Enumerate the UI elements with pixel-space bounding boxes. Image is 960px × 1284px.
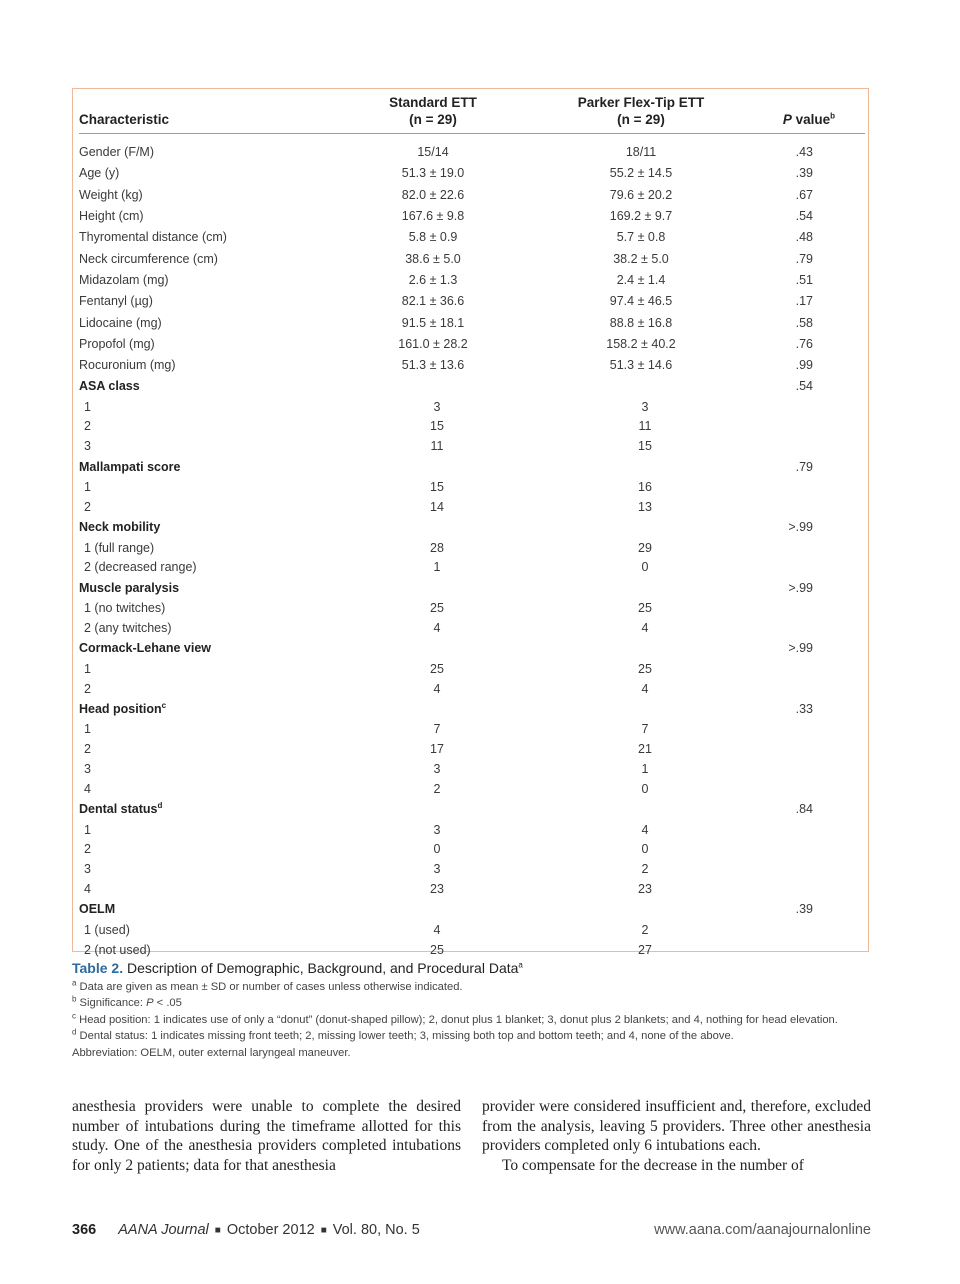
cell-p-value: [763, 779, 865, 799]
cell-p-value: [763, 879, 865, 899]
data-table: [79, 93, 865, 960]
cell-parker-ett: [519, 638, 763, 659]
cell-parker-ett: [519, 577, 763, 598]
body-paragraph-right-1: provider were considered insufficient and, therefore, excluded from the analysis, leaving 5 providers. Three other anesthesia providers completed only 6 intubations each.: [482, 1098, 871, 1155]
cell-p-value: [763, 759, 865, 779]
cell-characteristic: Rocuronium (mg): [79, 358, 176, 373]
cell-standard-ett: 4: [433, 621, 441, 636]
cell-p-value: .79: [795, 459, 813, 474]
cell-standard-ett: 25: [430, 661, 444, 676]
cell-characteristic: 2 (decreased range): [84, 560, 197, 575]
cell-standard-ett: [347, 517, 519, 538]
cell-characteristic: Thyromental distance (cm): [79, 230, 227, 245]
cell-p-value: .76: [795, 336, 813, 351]
table-row: [79, 618, 865, 638]
cell-parker-ett: 29: [638, 540, 652, 555]
cell-characteristic: Dental status$^d$: [79, 801, 163, 817]
cell-p-value: .39: [795, 902, 813, 917]
table-row: [79, 940, 865, 960]
cell-characteristic: Propofol (mg): [79, 336, 155, 351]
table-title: Description of Demographic, Background, and Procedural Data: [126, 960, 519, 976]
body-column-right: [482, 1097, 871, 1176]
cell-p-value: .48: [795, 230, 813, 245]
cell-parker-ett: 158.2 ± 40.2: [606, 336, 676, 351]
cell-parker-ett: [519, 899, 763, 920]
cell-p-value: .54: [795, 209, 813, 224]
table-row: [79, 477, 865, 497]
cell-p-value: [763, 558, 865, 578]
cell-parker-ett: 11: [638, 419, 652, 434]
cell-standard-ett: 1: [433, 560, 441, 575]
cell-standard-ett: 3: [433, 822, 441, 837]
separator-square-icon: ■: [214, 1225, 221, 1236]
cell-characteristic: Gender (F/M): [79, 145, 155, 160]
cell-p-value: [763, 920, 865, 940]
cell-p-value: [763, 840, 865, 860]
cell-standard-ett: 5.8 ± 0.9: [408, 230, 458, 245]
cell-p-value: [763, 538, 865, 558]
table-row: [79, 397, 865, 417]
table-row: [79, 227, 865, 248]
cell-p-value: [763, 397, 865, 417]
table-group-row: [79, 699, 865, 720]
table-row: [79, 333, 865, 354]
cell-characteristic: 4: [84, 882, 91, 896]
cell-parker-ett: 1: [641, 762, 649, 777]
table-group-row: [79, 456, 865, 477]
cell-standard-ett: 91.5 ± 18.1: [401, 315, 465, 330]
cell-standard-ett: 0: [433, 842, 441, 857]
cell-characteristic: 2 (any twitches): [84, 621, 172, 636]
cell-characteristic: Head position$^c$: [79, 700, 167, 717]
cell-p-value: .33: [795, 702, 813, 717]
cell-parker-ett: 27: [638, 942, 652, 957]
body-column-left: [72, 1097, 461, 1176]
cell-characteristic: 1 (used): [84, 922, 130, 937]
cell-p-value: .39: [795, 166, 813, 181]
journal-url[interactable]: www.aana.com/aanajournalonline: [654, 1222, 871, 1238]
table-row: [79, 659, 865, 679]
cell-characteristic: 1: [84, 399, 91, 414]
cell-p-value: .79: [795, 251, 813, 266]
cell-characteristic: 1: [84, 480, 91, 495]
header-parker-ett: Parker Flex-Tip ETT (n = 29): [519, 93, 763, 133]
table-row: [79, 840, 865, 860]
table-row: [79, 184, 865, 205]
cell-parker-ett: 21: [638, 742, 652, 757]
cell-p-value: >.99: [788, 520, 813, 535]
cell-p-value: .17: [795, 294, 813, 309]
cell-p-value: [763, 940, 865, 960]
cell-parker-ett: 0: [641, 560, 649, 575]
cell-parker-ett: 88.8 ± 16.8: [609, 315, 673, 330]
cell-parker-ett: [519, 799, 763, 820]
cell-p-value: [763, 417, 865, 437]
table-title-sup: a: [518, 960, 523, 970]
cell-standard-ett: 4: [433, 922, 441, 937]
cell-parker-ett: 15: [638, 439, 652, 454]
cell-standard-ett: 15/14: [417, 145, 449, 160]
cell-standard-ett: 23: [430, 882, 444, 896]
table-group-row: [79, 577, 865, 598]
table-row: [79, 291, 865, 312]
journal-name: AANA Journal: [118, 1222, 209, 1238]
cell-characteristic: Lidocaine (mg): [79, 315, 162, 330]
body-paragraph-left: anesthesia providers were unable to complete the desired number of intubations during the timeframe allotted for this study. One of the anesthesia providers completed intubations for only 2 patients; data for that anesthesia: [72, 1098, 461, 1175]
cell-p-value: .99: [795, 358, 813, 373]
cell-standard-ett: 17: [430, 742, 444, 757]
cell-parker-ett: 38.2 ± 5.0: [613, 251, 669, 266]
cell-standard-ett: [347, 699, 519, 720]
cell-parker-ett: [519, 699, 763, 720]
cell-parker-ett: 16: [638, 480, 652, 495]
cell-characteristic: ASA class: [79, 379, 140, 394]
table-row: [79, 248, 865, 269]
cell-characteristic: 1: [84, 822, 91, 837]
page-footer: [72, 1222, 871, 1242]
cell-parker-ett: 7: [641, 722, 649, 737]
table-row: [79, 598, 865, 618]
cell-standard-ett: 3: [433, 862, 441, 877]
body-paragraph-right-2: To compensate for the decrease in the number of: [502, 1157, 804, 1175]
table-group-row: [79, 638, 865, 659]
cell-standard-ett: 4: [433, 681, 441, 696]
cell-standard-ett: 82.1 ± 36.6: [401, 294, 465, 309]
cell-standard-ett: 11: [430, 439, 444, 454]
cell-p-value: [763, 618, 865, 638]
cell-characteristic: 1: [84, 661, 91, 676]
table-row: [79, 538, 865, 558]
cell-characteristic: Weight (kg): [79, 187, 143, 202]
cell-standard-ett: [347, 577, 519, 598]
cell-characteristic: Cormack-Lehane view: [79, 641, 211, 656]
table-row: [79, 354, 865, 375]
cell-p-value: [763, 679, 865, 699]
cell-standard-ett: 51.3 ± 19.0: [401, 166, 465, 181]
table-footnotes: [72, 979, 877, 1061]
footnote-d: $^d$ Dental status: 1 indicates missing front teeth; 2, missing lower teeth; 3, missing both top and bottom teeth; and 4, none of the above.: [72, 1027, 734, 1043]
cell-characteristic: Age (y): [79, 166, 120, 181]
table-group-row: [79, 899, 865, 920]
cell-standard-ett: 2: [433, 781, 441, 796]
cell-p-value: .84: [795, 802, 813, 817]
cell-standard-ett: 7: [433, 722, 441, 737]
cell-parker-ett: [519, 517, 763, 538]
cell-standard-ett: 25: [430, 942, 444, 957]
cell-p-value: .51: [795, 272, 813, 287]
cell-parker-ett: [519, 456, 763, 477]
cell-characteristic: 3: [84, 439, 91, 454]
cell-standard-ett: 14: [430, 499, 444, 514]
table-group-row: [79, 376, 865, 397]
footnote-a: $^a$ Data are given as mean ± SD or number of cases unless otherwise indicated.: [72, 978, 463, 993]
cell-p-value: [763, 739, 865, 759]
cell-characteristic: OELM: [79, 902, 116, 917]
cell-parker-ett: 0: [641, 842, 649, 857]
table-row: [79, 720, 865, 740]
footnote-c: $^c$ Head position: 1 indicates use of only a “donut” (donut-shaped pillow); 2, donut plus 1 blanket; 3, donut plus 2 blankets; and 4, nothing for head elevation.: [72, 1011, 838, 1026]
header-p-value: P value$^b$: [763, 93, 865, 133]
cell-characteristic: 1: [84, 722, 91, 737]
cell-parker-ett: 13: [638, 499, 652, 514]
cell-characteristic: 1 (full range): [84, 540, 155, 555]
cell-characteristic: Mallampati score: [79, 459, 181, 474]
cell-standard-ett: 161.0 ± 28.2: [398, 336, 468, 351]
header-characteristic: Characteristic: [79, 93, 347, 133]
cell-standard-ett: [347, 899, 519, 920]
cell-standard-ett: 15: [430, 480, 444, 495]
cell-characteristic: Neck mobility: [79, 520, 161, 535]
cell-parker-ett: 4: [641, 621, 649, 636]
table-label: Table 2.: [72, 960, 124, 976]
cell-characteristic: 2: [84, 681, 91, 696]
cell-p-value: >.99: [788, 580, 813, 595]
cell-p-value: [763, 659, 865, 679]
cell-standard-ett: [347, 799, 519, 820]
cell-characteristic: Fentanyl (µg): [79, 294, 153, 309]
cell-characteristic: Midazolam (mg): [79, 272, 169, 287]
cell-p-value: [763, 820, 865, 840]
footnote-abbreviation: Abbreviation: OELM, outer external laryngeal maneuver.: [72, 1046, 351, 1059]
cell-p-value: .67: [795, 187, 813, 202]
cell-standard-ett: 25: [430, 601, 444, 616]
issue-date: October 2012: [226, 1222, 315, 1238]
cell-parker-ett: [519, 376, 763, 397]
table-row: [79, 205, 865, 226]
table-row: [79, 879, 865, 899]
header-standard-ett: Standard ETT (n = 29): [347, 93, 519, 133]
cell-characteristic: 2: [84, 842, 91, 857]
cell-characteristic: 2 (not used): [84, 942, 151, 957]
cell-parker-ett: 51.3 ± 14.6: [609, 358, 673, 373]
table-caption: [72, 960, 877, 976]
cell-standard-ett: 28: [430, 540, 444, 555]
cell-characteristic: 2: [84, 419, 91, 434]
table-row: [79, 417, 865, 437]
table-row: [79, 739, 865, 759]
table-row: [79, 759, 865, 779]
volume-number: Vol. 80, No. 5: [332, 1222, 420, 1238]
cell-parker-ett: 2: [641, 862, 649, 877]
cell-p-value: [763, 497, 865, 517]
cell-p-value: [763, 598, 865, 618]
cell-parker-ett: 97.4 ± 46.5: [609, 294, 673, 309]
cell-standard-ett: 3: [433, 399, 441, 414]
table-row: [79, 779, 865, 799]
table-row: [79, 269, 865, 290]
cell-standard-ett: 167.6 ± 9.8: [401, 209, 465, 224]
table-group-row: [79, 517, 865, 538]
footnote-b: $^b$ Significance: P < .05: [72, 994, 182, 1010]
cell-standard-ett: [347, 638, 519, 659]
table-row: [79, 558, 865, 578]
cell-parker-ett: 169.2 ± 9.7: [609, 209, 673, 224]
cell-p-value: .54: [795, 379, 813, 394]
separator-square-icon: ■: [320, 1225, 327, 1236]
cell-p-value: [763, 720, 865, 740]
cell-p-value: [763, 477, 865, 497]
cell-standard-ett: [347, 456, 519, 477]
cell-characteristic: 2: [84, 742, 91, 757]
cell-standard-ett: 2.6 ± 1.3: [408, 272, 458, 287]
cell-parker-ett: 2.4 ± 1.4: [616, 272, 666, 287]
cell-parker-ett: 79.6 ± 20.2: [609, 187, 673, 202]
table-row: [79, 859, 865, 879]
cell-characteristic: Muscle paralysis: [79, 580, 180, 595]
table-row: [79, 679, 865, 699]
table-row: [79, 436, 865, 456]
cell-standard-ett: 3: [433, 762, 441, 777]
cell-p-value: [763, 859, 865, 879]
cell-p-value: >.99: [788, 641, 813, 656]
cell-parker-ett: 5.7 ± 0.8: [616, 230, 666, 245]
table-group-row: [79, 799, 865, 820]
cell-p-value: .43: [795, 145, 813, 160]
table-frame: [72, 88, 869, 957]
cell-parker-ett: 3: [641, 399, 649, 414]
page-number: 366: [72, 1222, 97, 1238]
cell-parker-ett: 0: [641, 781, 649, 796]
table-row: [79, 163, 865, 184]
cell-standard-ett: [347, 376, 519, 397]
cell-p-value: .58: [795, 315, 813, 330]
table-row: [79, 312, 865, 333]
cell-parker-ett: 18/11: [625, 145, 657, 160]
table-row: [79, 497, 865, 517]
cell-characteristic: Neck circumference (cm): [79, 251, 218, 266]
cell-standard-ett: 82.0 ± 22.6: [401, 187, 465, 202]
cell-parker-ett: 4: [641, 822, 649, 837]
cell-parker-ett: 25: [638, 601, 652, 616]
cell-characteristic: 2: [84, 499, 91, 514]
cell-parker-ett: 25: [638, 661, 652, 676]
cell-characteristic: 1 (no twitches): [84, 601, 166, 616]
cell-parker-ett: 2: [641, 922, 649, 937]
cell-parker-ett: 4: [641, 681, 649, 696]
cell-standard-ett: 38.6 ± 5.0: [405, 251, 461, 266]
cell-characteristic: 3: [84, 762, 91, 777]
cell-standard-ett: 51.3 ± 13.6: [401, 358, 465, 373]
cell-parker-ett: 55.2 ± 14.5: [609, 166, 673, 181]
cell-characteristic: Height (cm): [79, 209, 144, 224]
cell-p-value: [763, 436, 865, 456]
cell-parker-ett: 23: [638, 882, 652, 896]
table-row: [79, 820, 865, 840]
cell-characteristic: 3: [84, 862, 91, 877]
cell-characteristic: 4: [84, 781, 91, 796]
table-row: [79, 142, 865, 163]
table-body: [79, 142, 865, 960]
table-row: [79, 920, 865, 940]
cell-standard-ett: 15: [430, 419, 444, 434]
